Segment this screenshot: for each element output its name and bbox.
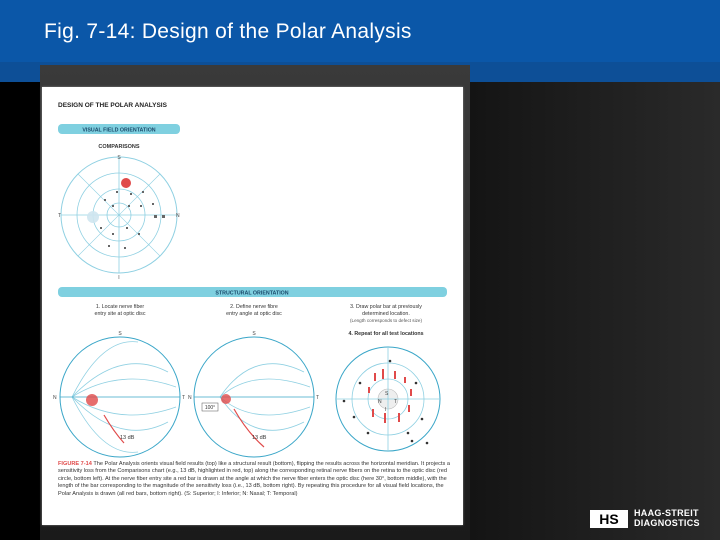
logo-line-1: HAAG-STREIT (634, 508, 699, 518)
axis-t-top: T (58, 213, 62, 219)
db-label-1: 13 dB (120, 435, 135, 441)
polar-analysis-chart (336, 347, 440, 451)
slide-title: Fig. 7-14: Design of the Polar Analysis (44, 20, 412, 43)
axis-n-top: N (176, 213, 180, 219)
axis-i-top: I (118, 275, 120, 281)
logo-line-2: DIAGNOSTICS (634, 518, 700, 528)
figure-diagram (42, 87, 463, 525)
axis-s-top: S (117, 155, 121, 161)
step-3-line1: 3. Draw polar bar at previously (350, 304, 422, 310)
slide-background-right (470, 82, 720, 540)
axis-s-2: S (252, 331, 256, 337)
axis-i-3: I (385, 407, 387, 413)
angle-label: 100° (204, 405, 216, 411)
logo-text (634, 508, 700, 528)
visual-field-bar-label: VISUAL FIELD ORIENTATION (82, 127, 156, 134)
axis-s-3: S (385, 391, 389, 397)
axis-t-1: T (182, 395, 186, 401)
step-4-label: 4. Repeat for all test locations (348, 331, 424, 337)
comparisons-markers (100, 191, 165, 249)
step-2-line2: entry angle at optic disc (226, 311, 282, 317)
axis-t-3: T (394, 399, 398, 405)
db-label-2: 13 dB (252, 435, 267, 441)
step-1-line1: 1. Locate nerve fiber (95, 304, 145, 310)
axis-t-2: T (316, 395, 320, 401)
step-2-line1: 2. Define nerve fibre (230, 304, 278, 310)
axis-n-2: N (188, 395, 192, 401)
axis-n-1: N (53, 395, 57, 401)
comparisons-chart (61, 157, 177, 273)
axis-n-3: N (378, 399, 382, 405)
step-3-line3: (Length corresponds to defect size) (349, 318, 423, 323)
step-3-line2: determined location. (362, 311, 410, 317)
caption-text: The Polar Analysis orients visual field results (top) like a structural result (bottom), flipping the results across the horizontal meridian. It projects a sensitivity loss from the Comparisons chart (e.g., 13 dB, highlighted in red, top) along the corresponding retinal nerve fibers on the retina to the optic disc (red circle, bottom left). At the nerve fiber entry site a red bar is drawn at the angle at which the nerve fiber enters the optic disc (here 30°, bottom middle), with the length of the bar corresponding to the magnitude of the sensitivity loss (i.e., 13 dB, bottom right). By repeating this procedure for all visual field locations, the Polar Analysis is drawn (all red bars, bottom right). (S: Superior; I: Inferior; N: Nasal; T: Temporal) (58, 461, 450, 497)
comparisons-label: COMPARISONS (98, 144, 140, 150)
figure-heading: DESIGN OF THE POLAR ANALYSIS (58, 102, 167, 109)
svg-text:HS: HS (599, 511, 619, 527)
structural-bar-label: STRUCTURAL ORIENTATION (215, 290, 289, 297)
caption-lead: FIGURE 7-14 (58, 461, 92, 467)
hs-logo-mark (590, 510, 628, 528)
axis-s-1: S (118, 331, 122, 337)
step-1-line2: entry site at optic disc (94, 311, 146, 317)
figure-caption (58, 461, 450, 498)
figure-panel (42, 87, 463, 525)
